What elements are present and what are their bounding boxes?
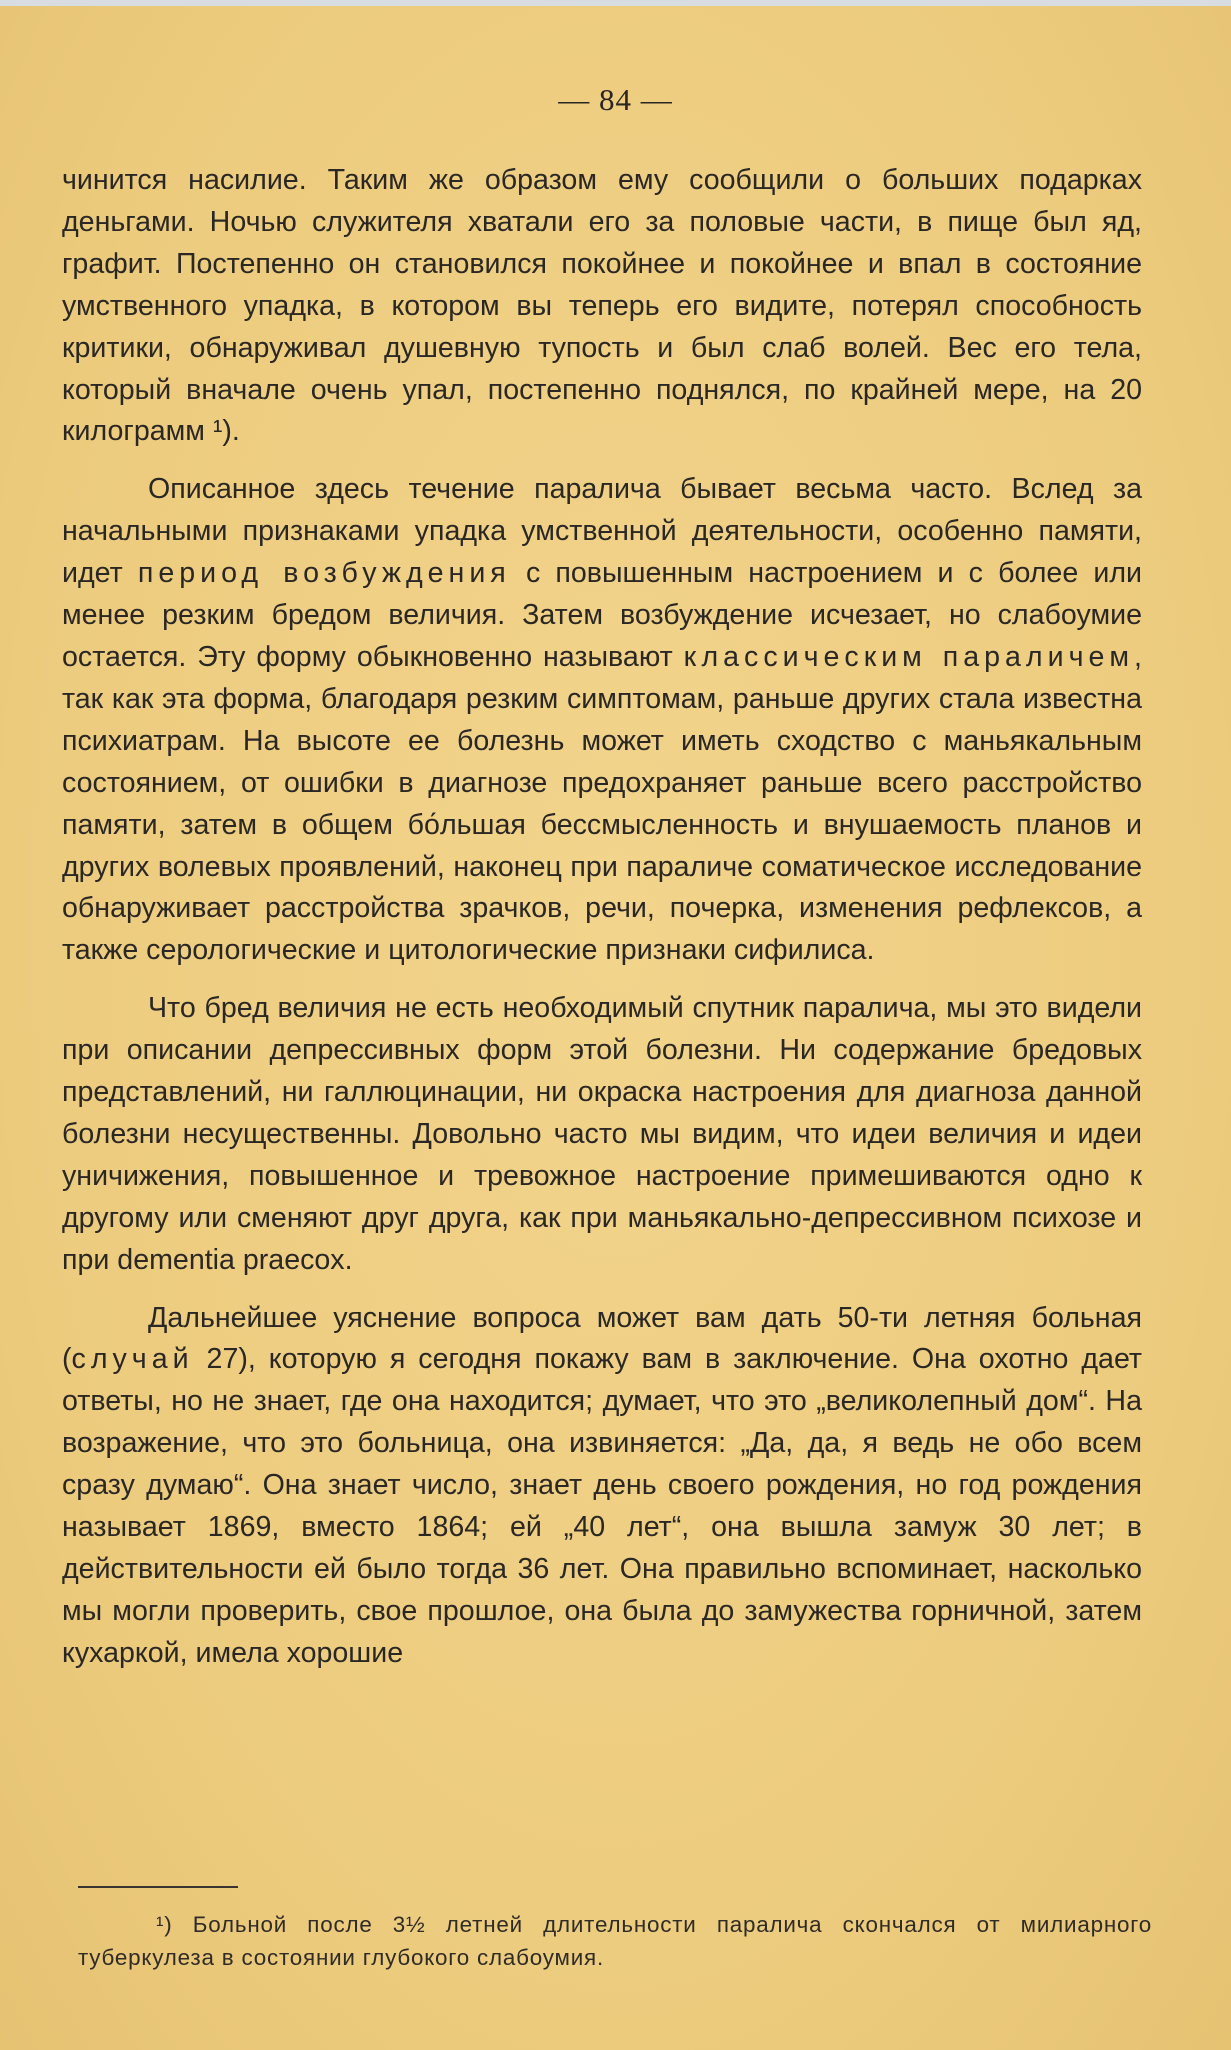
paragraph-4-text-a: Дальнейшее уяснение вопроса может вам дать 50-ти летняя больная (: [62, 1301, 1142, 1376]
spaced-term-case: случай: [71, 1343, 194, 1376]
paragraph-2-text-c: с повышенным настроением и с более или менее резким бредом величия. Затем возбуждение исчезает, но слабоумие остается. Эту форму обыкновенно называют: [62, 557, 1143, 673]
paragraph-1: чинится насилие. Таким же образом ему сообщили о больших подарках деньгами. Ночью служителя хватали его за половые части, в пище был яд, графит. Постепенно он становился покойнее и покойнее и впал в состояние умственного упадка, в котором вы теперь его видите, потерял способность критики, обнаруживал душевную тупость и был слаб волей. Вес его тела, который вначале очень упал, постепенно поднялся, по крайней мере, на 20 килограмм ¹).: [62, 164, 1142, 448]
spaced-term-classic-paralysis: классическим параличем: [683, 640, 1135, 673]
page-number: — 84 —: [558, 82, 673, 117]
spaced-term-excitement-period: период возбуждения: [137, 557, 511, 590]
paragraph-4-text-c: 27), которую я сегодня покажу вам в заключение. Она охотно дает ответы, но не знает, где она находится; думает, что это „великолепный дом“. На возражение, что это больница, она извиняется: „Да, да, я ведь не обо всем сразу думаю“. Она знает число, знает день своего рождения, но год рождения называет 1869, вместо 1864; ей „40 лет“, она вышла замуж 30 лет; в действительности ей было тогда 36 лет. Она правильно вспоминает, насколько мы могли проверить, свое прошлое, она была до замужества горничной, затем кухаркой, имела хорошие: [62, 1343, 1142, 1669]
footnote-divider: [78, 1886, 238, 1888]
scan-edge: [0, 0, 1231, 6]
paragraph-2-text-a: Описанное здесь течение паралича бывает весьма часто. Вслед за начальными признаками упадка умственной деятельности, особенно памяти, идет: [62, 473, 1142, 590]
paragraph-2: [62, 469, 1142, 972]
paragraph-4: [62, 1298, 1142, 1675]
paragraph-3: Что бред величия не есть необходимый спутник паралича, мы это видели при описании депрессивных форм этой болезни. Ни содержание бредовых представлений, ни галлюцинации, ни окраска настроения для диагноза данной болезни несущественны. Довольно часто мы видим, что идеи величия и идеи уничижения, повышенное и тревожное настроение примешиваются одно к другому или сменяют друг друга, как при маньякально-депрессивном психозе и при dementia praecox.: [62, 992, 1142, 1276]
paragraph-2-text-e: , так как эта форма, благодаря резким симптомам, раньше других стала известна психиатрам. На высоте ее болезнь может иметь сходство с маньякальным состоянием, от ошибки в диагнозе предохраняет раньше всего расстройство памяти, затем в общем бо́льшая бессмысленность и внушаемость планов и других волевых проявлений, наконец при параличе соматическое исследование обнаруживает расстройства зрачков, речи, почерка, изменения рефлексов, а также серологические и цитологические признаки сифилиса.: [62, 640, 1142, 967]
footnote: ¹) Больной после 3½ летней длительности паралича скончался от милиарного туберкулеза в состоянии глубокого слабоумия.: [78, 1912, 1152, 1970]
main-text: [62, 160, 1142, 1691]
